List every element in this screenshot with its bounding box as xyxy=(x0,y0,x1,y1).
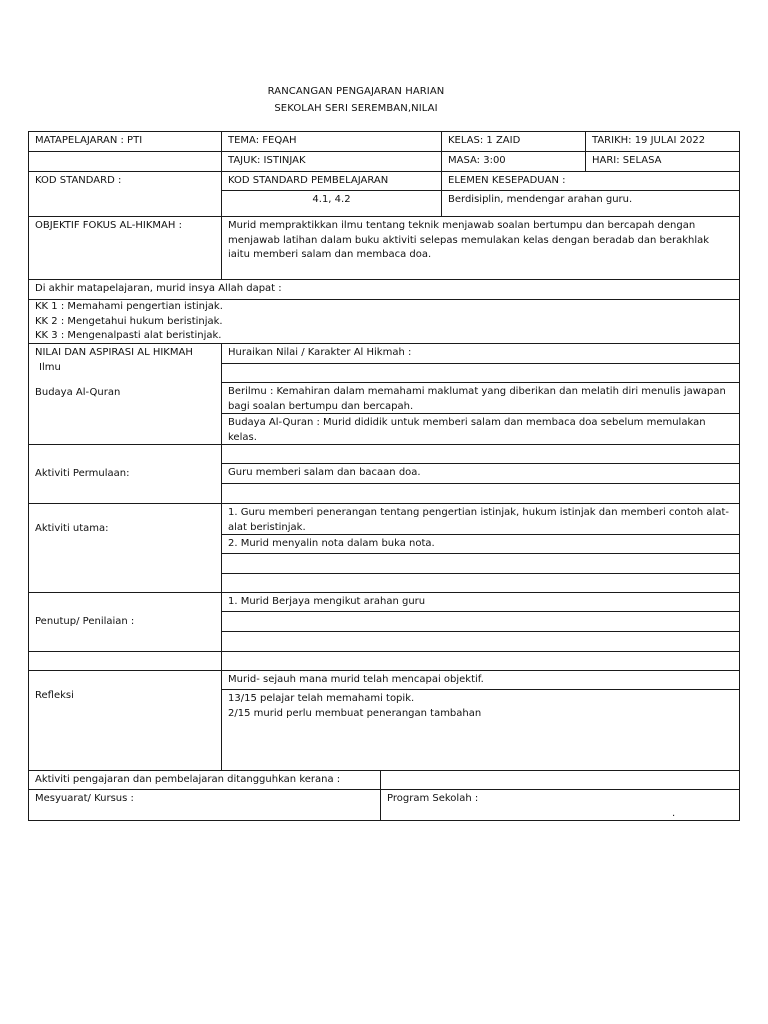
elemen-value-cell: Berdisiplin, mendengar arahan guru. xyxy=(441,190,740,217)
huraian-cell: Huraikan Nilai / Karakter Al Hikmah : xyxy=(221,343,740,364)
permulaan-label: Aktiviti Permulaan: xyxy=(28,444,222,504)
kod-standard-cell: KOD STANDARD : xyxy=(28,171,222,217)
ilmu-label: Ilmu xyxy=(39,361,61,373)
nilai-empty-row xyxy=(221,363,740,383)
nilai-label-cell xyxy=(28,343,222,445)
masa-cell: MASA: 3:00 xyxy=(441,151,586,172)
utama-empty-2 xyxy=(221,573,740,593)
budaya-label: Budaya Al-Quran xyxy=(35,387,121,398)
permulaan-empty-1 xyxy=(221,444,740,464)
utama-item-1: 1. Guru memberi penerangan tentang pengertian istinjak, hukum istinjak dan memberi contoh alat-alat beristinjak. xyxy=(221,503,740,535)
mesyuarat-cell: Mesyuarat/ Kursus : xyxy=(28,789,381,821)
program-sekolah-label: Program Sekolah : xyxy=(387,793,479,804)
elemen-kesepaduan-cell: ELEMEN KESEPADUAN : xyxy=(441,171,740,191)
kk-list xyxy=(28,299,740,344)
tarikh-cell: TARIKH: 19 JULAI 2022 xyxy=(585,131,740,152)
refleksi-label: Refleksi xyxy=(28,670,222,771)
hari-cell: HARI: SELASA xyxy=(585,151,740,172)
permulaan-empty-2 xyxy=(221,483,740,504)
kelas-cell: KELAS: 1 ZAID xyxy=(441,131,586,152)
row2-empty-cell xyxy=(28,151,222,172)
matapelajaran-cell: MATAPELAJARAN : PTI xyxy=(28,131,222,152)
refleksi-notes xyxy=(221,689,740,771)
refleksi-line-1: Murid- sejauh mana murid telah mencapai objektif. xyxy=(221,670,740,690)
utama-label: Aktiviti utama: xyxy=(28,503,222,593)
spacer-right xyxy=(221,651,740,671)
objektif-text: Murid mempraktikkan ilmu tentang teknik menjawab soalan bertumpu dan bercapah dengan menjawab latihan dalam buku aktiviti selepas memulakan kelas dengan beradab dan berakhlak iaitu memberi salam dan membaca doa. xyxy=(221,216,740,280)
tajuk-cell: TAJUK: ISTINJAK xyxy=(221,151,442,172)
akhir-label: Di akhir matapelajaran, murid insya Allah dapat : xyxy=(28,279,740,300)
tema-cell: TEMA: FEQAH xyxy=(221,131,442,152)
spacer-left xyxy=(28,651,222,671)
refleksi-line-2: 13/15 pelajar telah memahami topik. xyxy=(228,693,415,704)
program-sekolah-cell xyxy=(380,789,740,821)
program-line-end: . xyxy=(672,807,676,819)
nilai-label: NILAI DAN ASPIRASI AL HIKMAH xyxy=(35,347,193,358)
berilmu-cell: Berilmu : Kemahiran dalam memahami maklumat yang diberikan dan melatih diri menulis jawapan bagi soalan bertumpu dan bercapah. xyxy=(221,382,740,414)
utama-empty-1 xyxy=(221,553,740,574)
kk-item: KK 1 : Memahami pengertian istinjak. xyxy=(35,301,223,312)
kk-item: KK 2 : Mengetahui hukum beristinjak. xyxy=(35,315,223,327)
ditangguhkan-cell: Aktiviti pengajaran dan pembelajaran ditangguhkan kerana : xyxy=(28,770,381,790)
penutup-item-1: 1. Murid Berjaya mengikut arahan guru xyxy=(221,592,740,612)
ditangguhkan-value-cell xyxy=(380,770,740,790)
kod-pembelajaran-cell: KOD STANDARD PEMBELAJARAN xyxy=(221,171,442,191)
penutup-empty-1 xyxy=(221,611,740,632)
permulaan-text: Guru memberi salam dan bacaan doa. xyxy=(221,463,740,484)
signature-line xyxy=(387,808,672,821)
refleksi-line-3: 2/15 murid perlu membuat penerangan tambahan xyxy=(228,707,482,719)
kod-values-cell: 4.1, 4.2 xyxy=(221,190,442,217)
penutup-label: Penutup/ Penilaian : xyxy=(28,592,222,652)
budaya-cell: Budaya Al-Quran : Murid dididik untuk memberi salam dan membaca doa sebelum memulakan kelas. xyxy=(221,413,740,445)
school-name: SEKOLAH SERI SEREMBAN,NILAI xyxy=(274,103,438,114)
penutup-empty-2 xyxy=(221,631,740,652)
kk-item: KK 3 : Mengenalpasti alat beristinjak. xyxy=(35,330,222,341)
utama-item-2: 2. Murid menyalin nota dalam buka nota. xyxy=(221,534,740,554)
objektif-label: OBJEKTIF FOKUS AL-HIKMAH : xyxy=(28,216,222,280)
document-title: RANCANGAN PENGAJARAN HARIAN xyxy=(267,86,445,97)
